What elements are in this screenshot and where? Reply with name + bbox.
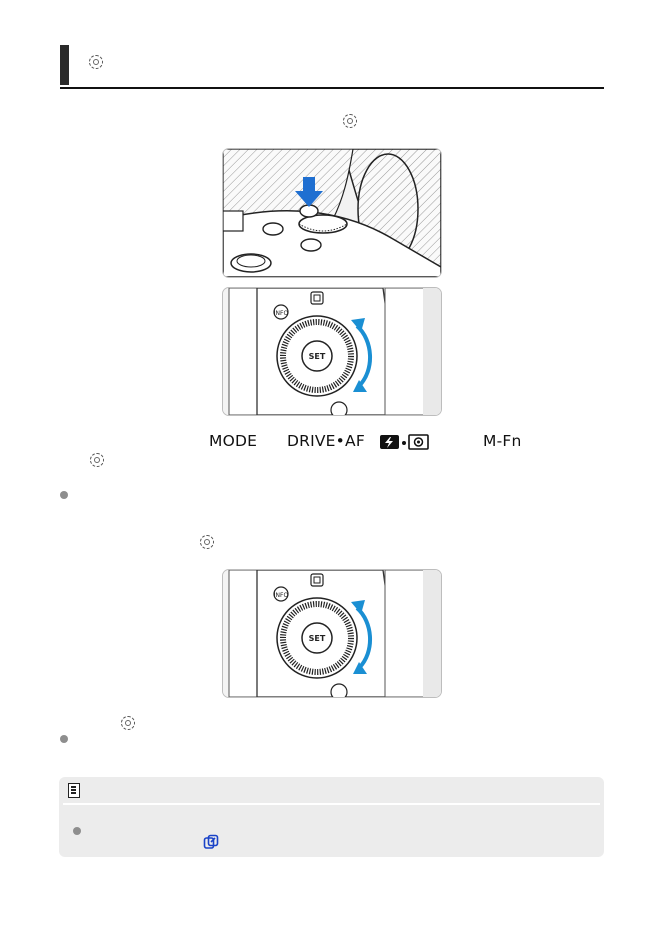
section-heading [60,43,604,89]
back-view-figure [222,287,442,416]
note-header [59,777,604,803]
dial-icon [200,535,214,549]
dial-rotate-illustration [223,570,441,697]
mode-button-label: MODE [209,432,258,450]
svg-text:SET: SET [308,352,326,361]
dial-icon [90,453,104,467]
drive-af-button-label: DRIVE•AF [287,432,365,450]
flash-metering-icon [380,434,444,450]
svg-text:SET: SET [308,634,326,643]
note-divider [63,803,600,805]
svg-text:INFO: INFO [273,310,289,317]
dial-rotate-illustration [223,288,441,415]
camera-top-illustration [223,149,441,277]
bullet [60,735,68,743]
top-view-figure [222,148,442,278]
memo-icon [68,783,80,798]
back-view-figure-2 [222,569,442,698]
dial-icon [89,55,103,69]
heading-bar [60,45,69,85]
svg-text:INFO: INFO [273,592,289,599]
dial-icon [343,114,357,128]
note-box [59,777,604,857]
dial-icon [121,716,135,730]
m-fn-button-label: M-Fn [483,432,522,450]
bullet [73,827,81,835]
bullet [60,491,68,499]
link-icon[interactable] [203,834,219,850]
